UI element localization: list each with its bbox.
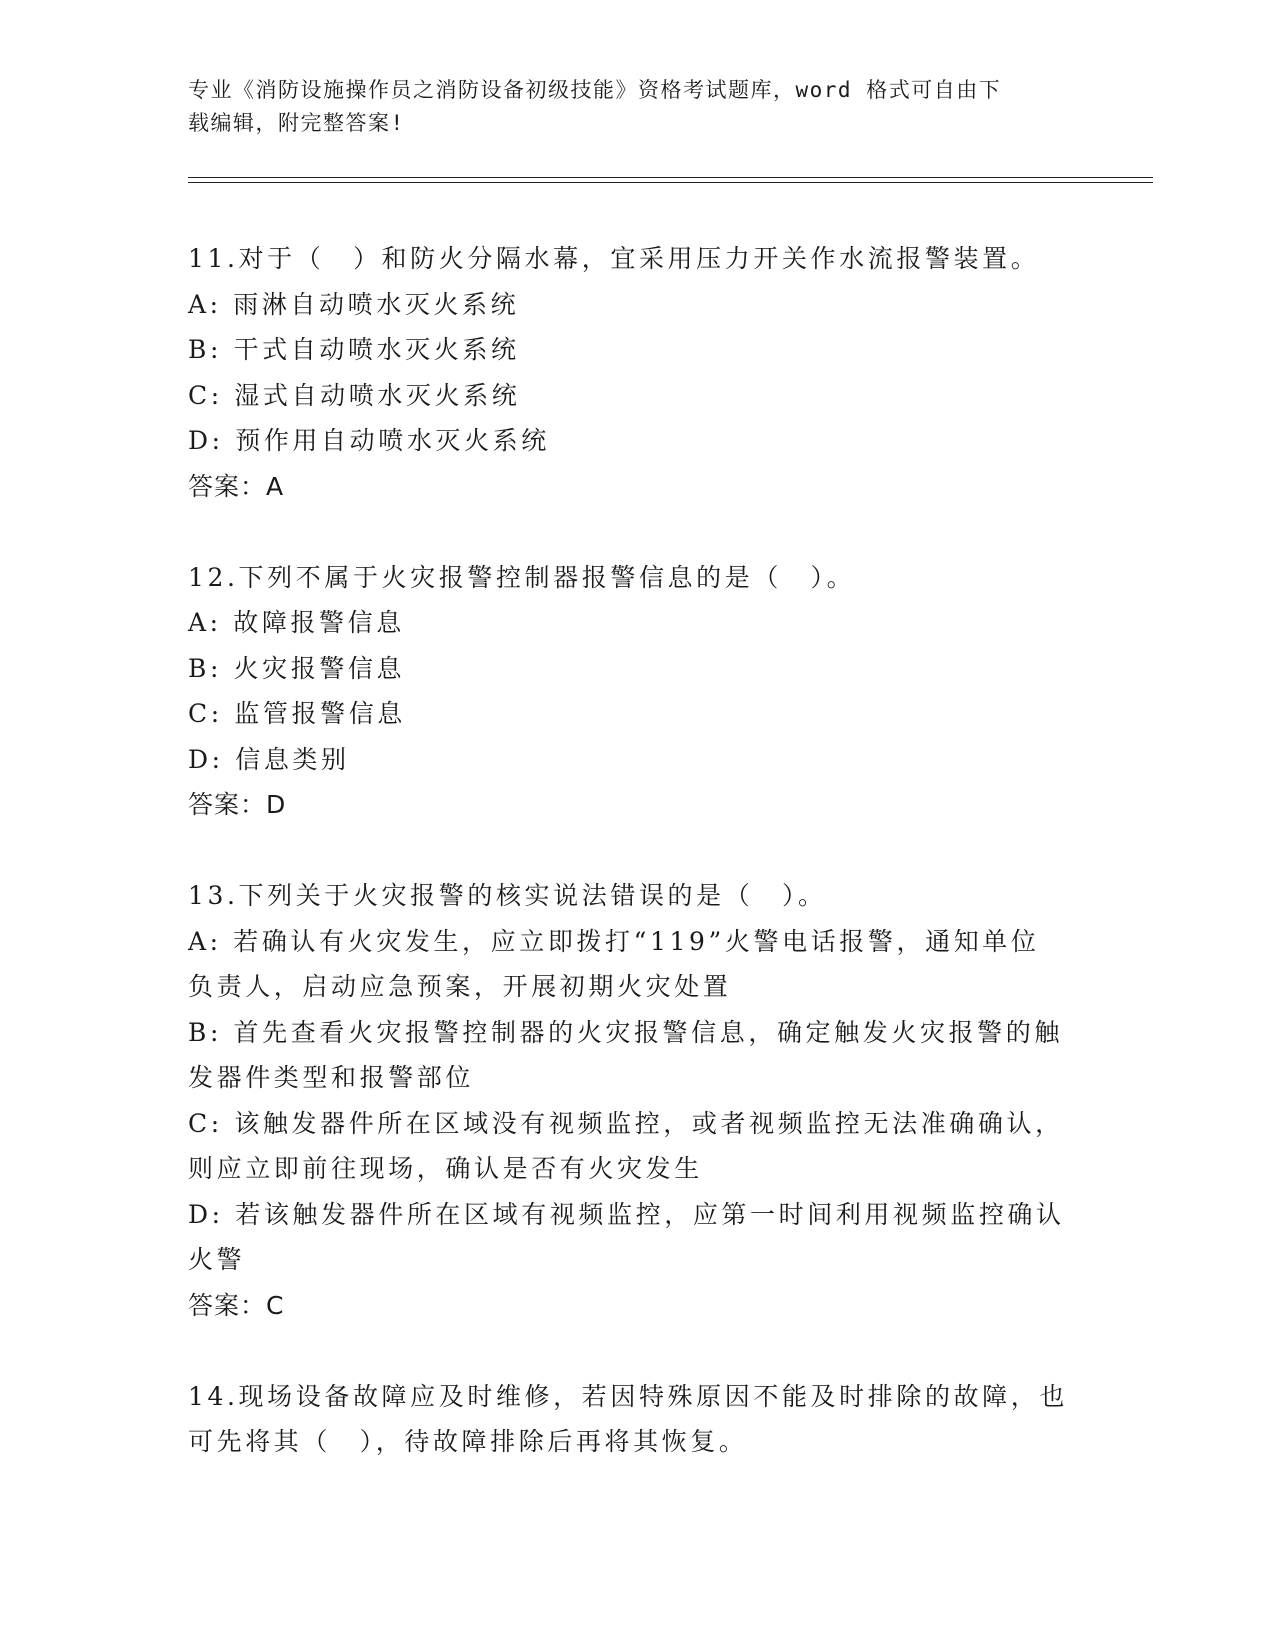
option-b: B: 干式自动喷水灭火系统 — [188, 335, 520, 364]
question-stem: 11.对于（ ）和防火分隔水幕，宜采用压力开关作水流报警装置。 — [188, 244, 1040, 273]
header-divider-bottom — [188, 182, 1153, 183]
option-b: B: 首先查看火灾报警控制器的火灾报警信息，确定触发火灾报警的触 — [188, 1017, 1063, 1047]
question-stem: 12.下列不属于火灾报警控制器报警信息的是（ ）。 — [188, 562, 856, 592]
option-c-continued: 则应立即前往现场，确认是否有火灾发生 — [188, 1154, 703, 1183]
option-b-continued: 发器件类型和报警部位 — [188, 1063, 475, 1092]
option-a: A: 若确认有火灾发生，应立即拨打“119”火警电话报警，通知单位 — [188, 926, 1040, 956]
question-14 — [188, 1374, 1088, 1465]
answer: 答案：A — [188, 471, 285, 501]
option-b: B: 火灾报警信息 — [188, 653, 406, 683]
question-13 — [188, 873, 1088, 1328]
option-d: D: 信息类别 — [188, 744, 350, 774]
option-a: A: 雨淋自动喷水灭火系统 — [188, 289, 520, 319]
option-a-continued: 负责人，启动应急预案，开展初期火灾处置 — [188, 972, 732, 1001]
option-d: D: 预作用自动喷水灭火系统 — [188, 426, 550, 455]
question-stem-continued: 可先将其（ ），待故障排除后再将其恢复。 — [188, 1427, 748, 1456]
option-d-continued: 火警 — [188, 1245, 246, 1274]
header-divider-top — [188, 177, 1153, 178]
option-c: C: 监管报警信息 — [188, 699, 406, 728]
header-line-2: 载编辑，附完整答案! — [188, 111, 405, 135]
question-12 — [188, 555, 1088, 828]
question-stem: 14.现场设备故障应及时维修，若因特殊原因不能及时排除的故障，也 — [188, 1381, 1068, 1411]
option-c: C: 湿式自动喷水灭火系统 — [188, 380, 521, 410]
answer: 答案：D — [188, 790, 287, 819]
option-a: A: 故障报警信息 — [188, 608, 405, 637]
question-list — [188, 236, 1088, 1465]
option-d: D: 若该触发器件所在区域有视频监控，应第一时间利用视频监控确认 — [188, 1199, 1065, 1229]
question-spacer — [188, 1328, 1088, 1374]
question-11 — [188, 236, 1088, 509]
answer: 答案：C — [188, 1290, 285, 1320]
header-line-1: 专业《消防设施操作员之消防设备初级技能》资格考试题库，word 格式可自由下 — [188, 78, 1002, 102]
question-spacer — [188, 509, 1088, 555]
document-header — [188, 74, 1088, 140]
question-spacer — [188, 828, 1088, 874]
option-c: C: 该触发器件所在区域没有视频监控，或者视频监控无法准确确认， — [188, 1108, 1064, 1138]
question-stem: 13.下列关于火灾报警的核实说法错误的是（ ）。 — [188, 881, 827, 910]
